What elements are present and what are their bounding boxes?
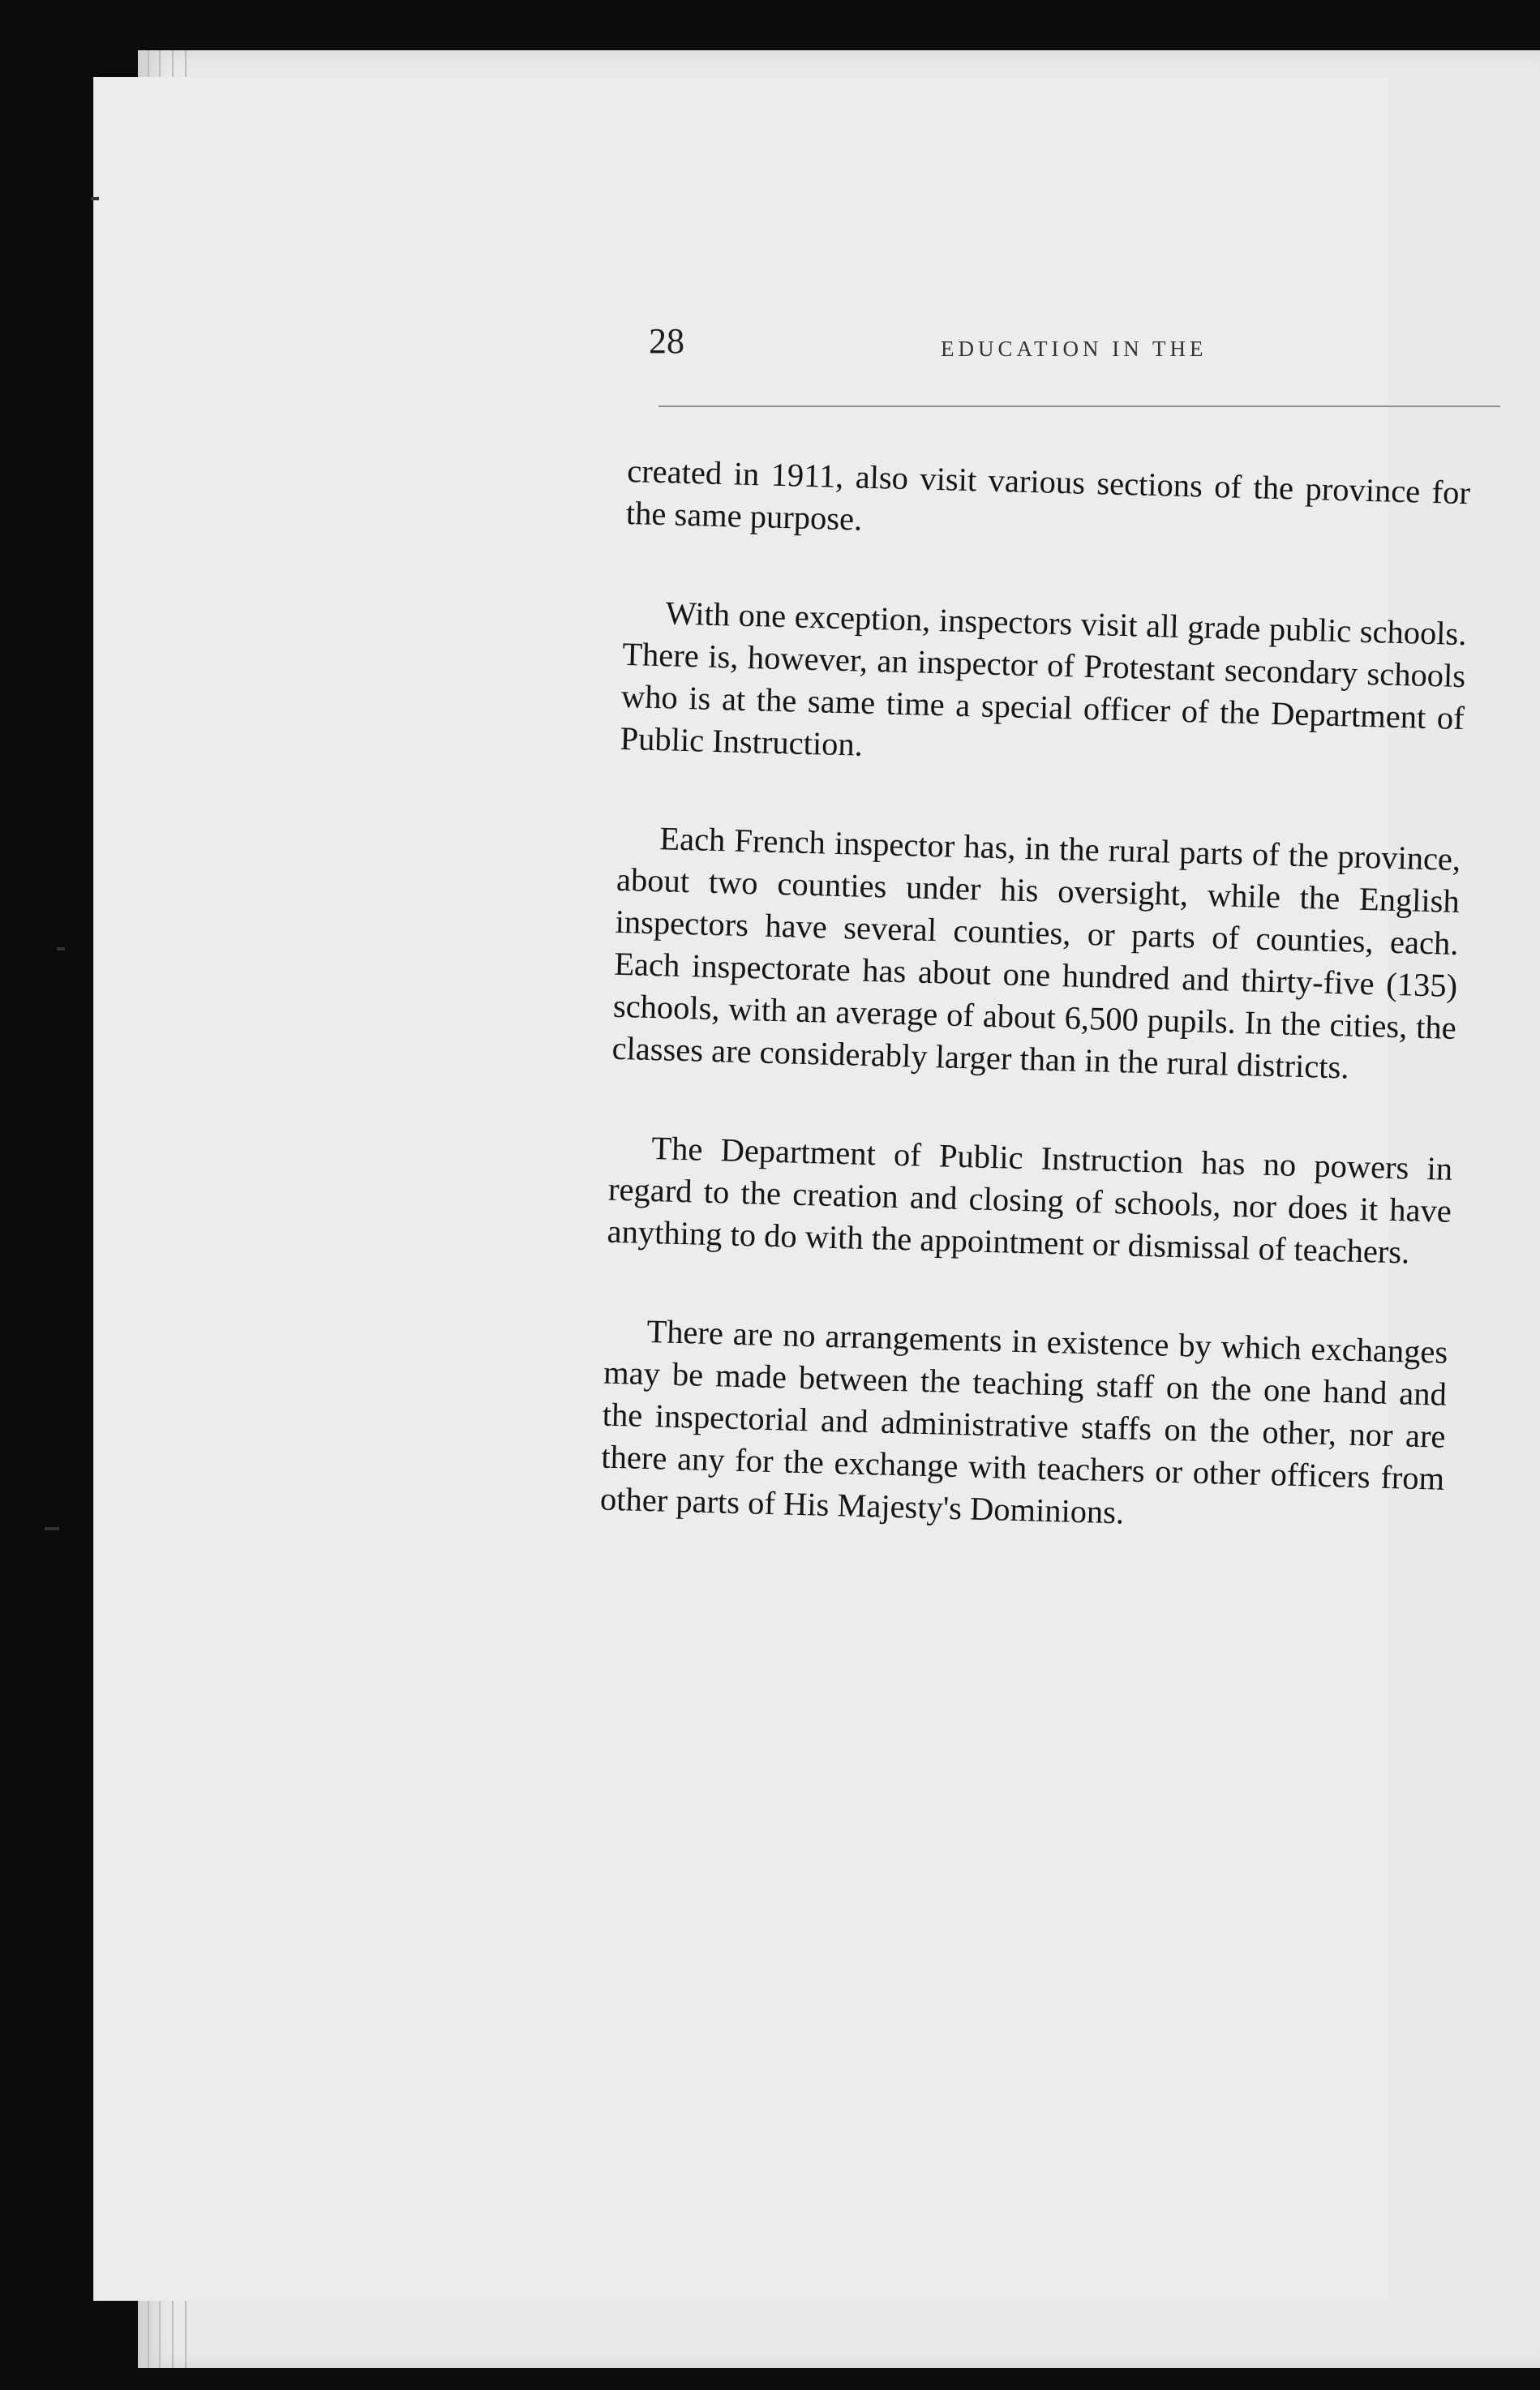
margin-mark xyxy=(91,197,99,200)
paragraph: With one exception, inspectors visit all grade public schools. There is, however, an inspector of Protestant secondary schools who is at the same time a special officer of the Department of Public Instruction. xyxy=(620,594,1468,763)
page-number: 28 xyxy=(649,321,684,361)
paragraph: created in 1911, also visit various sections of the province for the same purpose. xyxy=(625,452,1471,538)
margin-mark xyxy=(45,1527,59,1530)
paragraph: The Department of Public Instruction has no powers in regard to the creation and closing of schools, nor does it have anything to do with the appointment or dismissal of teachers. xyxy=(607,1130,1453,1271)
header-rule xyxy=(658,405,1500,407)
margin-mark xyxy=(57,947,65,950)
page-header xyxy=(649,320,1492,385)
paragraph: There are no arrangements in existence by which exchanges may be made between the teaching staff on the one hand and the inspectorial and administrative staffs on the other, nor are there any for the exchange with teachers or other officers from other parts of His Majesty's Dominions. xyxy=(599,1312,1448,1531)
paragraph: Each French inspector has, in the rural parts of the province, about two counties under his oversight, while the English inspectors have several counties, or parts of counties, each. Each inspectorate has about one hundred and thirty-five (135) schools, with an average of about 6,500 pupils. In the cities, the classes are considerably larger than in the rural districts. xyxy=(611,820,1461,1086)
body-text xyxy=(598,450,1471,1599)
running-head: EDUCATION IN THE xyxy=(941,337,1208,361)
